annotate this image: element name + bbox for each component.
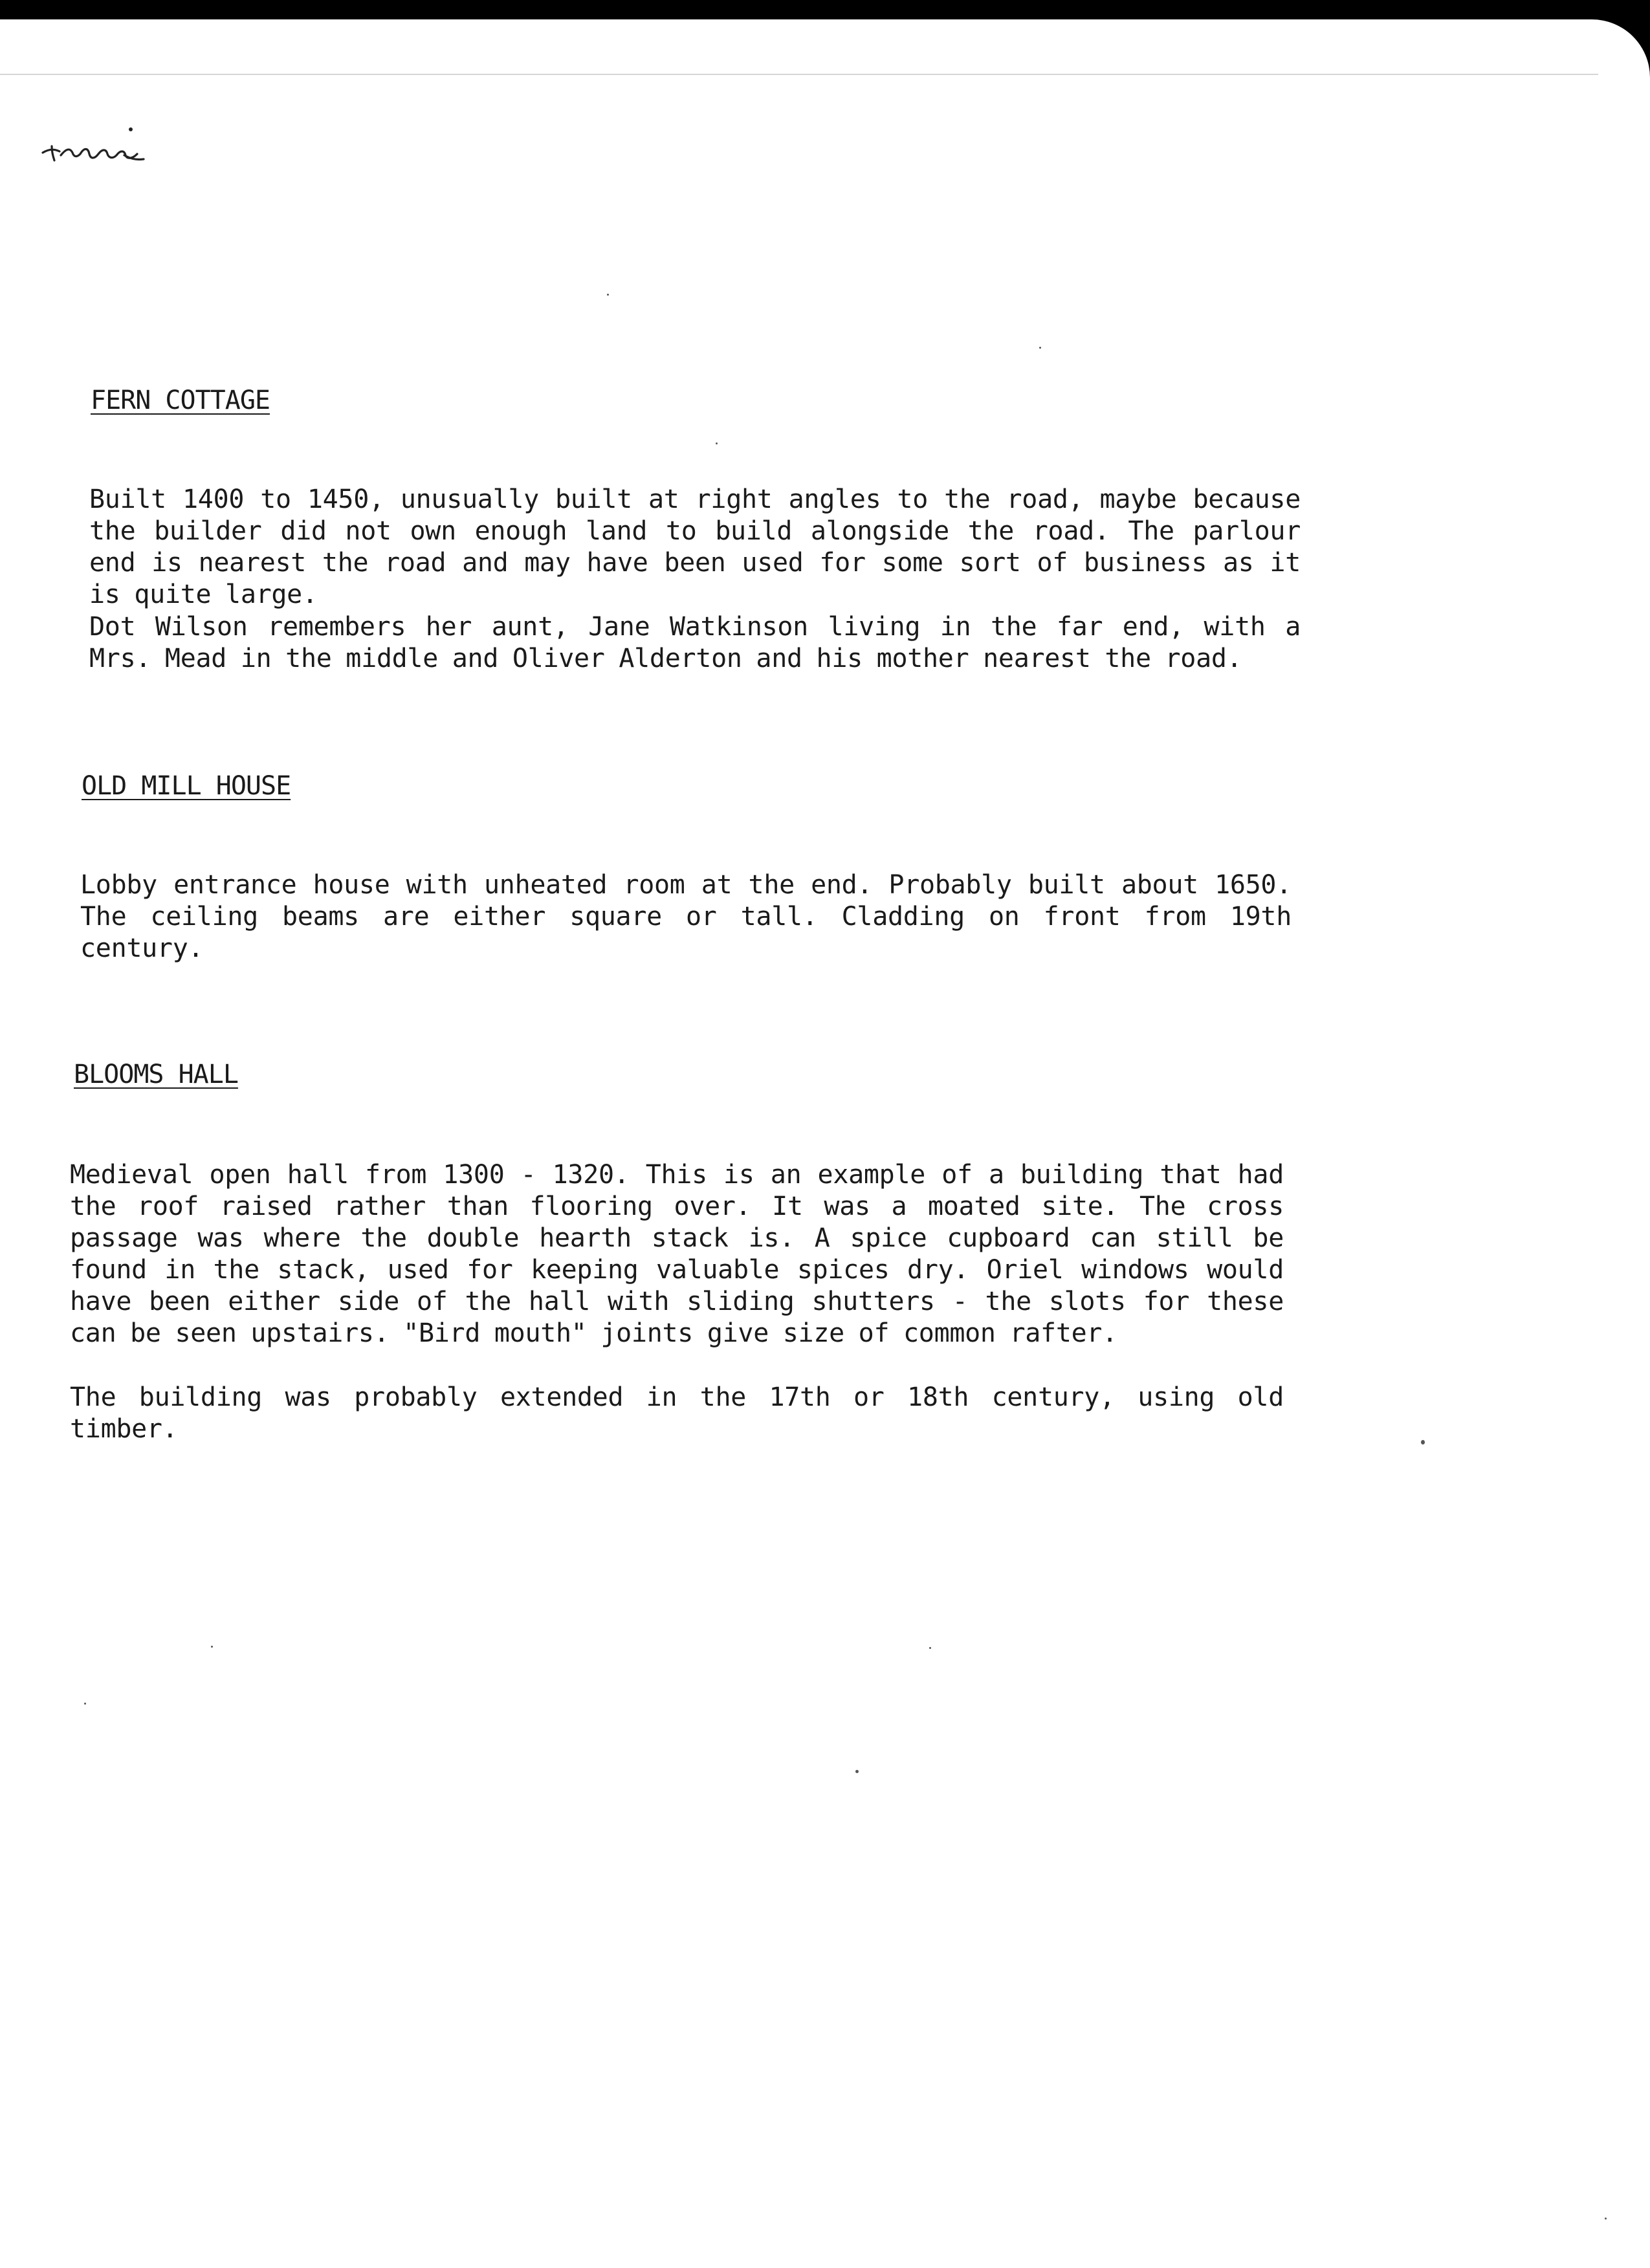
section-paragraph: The building was probably extended in the 17th or 18th century, using old timber. bbox=[70, 1382, 1284, 1444]
scan-speck bbox=[716, 442, 718, 444]
section-paragraph: Lobby entrance house with unheated room at the end. Probably built about 1650. The ceiling beams are either square or tall. Cladding on front from 19th century. bbox=[80, 870, 1292, 963]
section-paragraph: Dot Wilson remembers her aunt, Jane Watkinson living in the far end, with a Mrs. Mead in the middle and Oliver Alderton and his mother nearest the road. bbox=[89, 612, 1301, 673]
scan-speck bbox=[1421, 1440, 1425, 1445]
scan-speck bbox=[1039, 347, 1041, 349]
scan-border-corner bbox=[1572, 0, 1650, 78]
section-heading-old-mill-house: OLD MILL HOUSE bbox=[82, 771, 291, 801]
section-heading-blooms-hall: BLOOMS HALL bbox=[74, 1060, 238, 1089]
scan-speck bbox=[607, 294, 609, 296]
scan-border-top bbox=[0, 0, 1650, 19]
section-heading-fern-cottage: FERN COTTAGE bbox=[91, 386, 270, 415]
scan-speck bbox=[855, 1770, 859, 1773]
scan-page-edge-line bbox=[0, 74, 1598, 75]
scan-speck bbox=[84, 1703, 86, 1705]
scan-speck bbox=[929, 1647, 931, 1649]
scan-speck bbox=[211, 1646, 213, 1648]
scan-speck bbox=[1605, 2218, 1607, 2219]
handwritten-note bbox=[40, 123, 150, 175]
section-paragraph: Medieval open hall from 1300 - 1320. This is an example of a building that had the roof raised rather than flooring over. It was a moated site. The cross passage was where the double hearth stack is. A spice cupboard can still be found in the stack, used for keeping valuable spices dry. Oriel windows would have been either side of the hall with sliding shutters - the slots for these can be seen upstairs. "Bird mouth" joints give size of common rafter. bbox=[70, 1160, 1284, 1348]
section-paragraph: Built 1400 to 1450, unusually built at right angles to the road, maybe because the builder did not own enough land to build alongside the road. The parlour end is nearest the road and may have been used for some sort of business as it is quite large. bbox=[89, 485, 1301, 609]
